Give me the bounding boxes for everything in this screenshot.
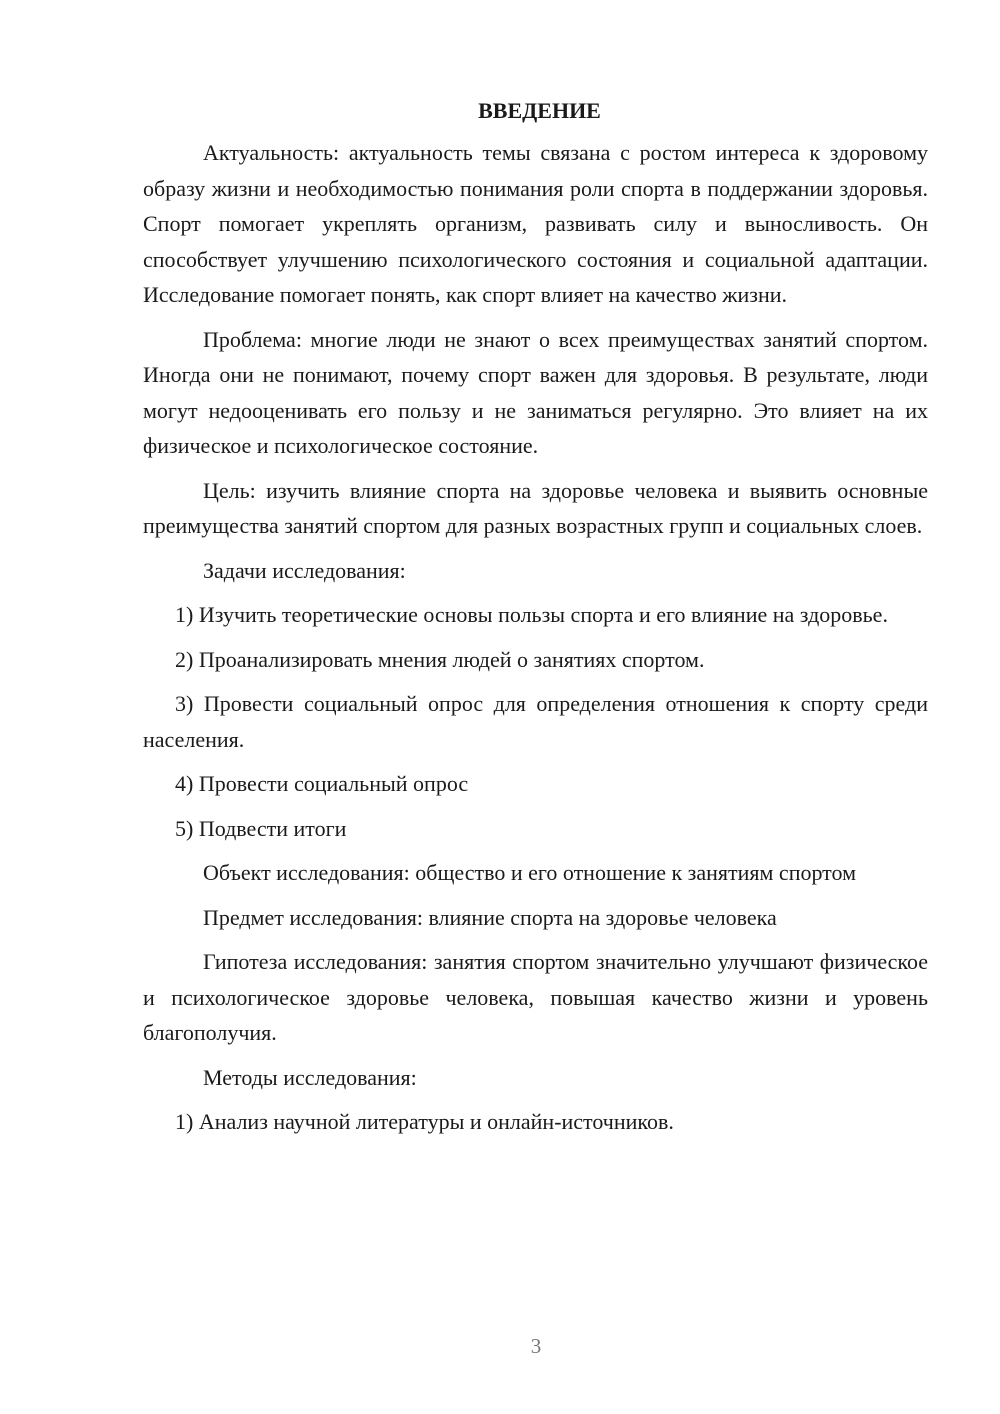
task-item-1: 1) Изучить теоретические основы пользы спорта и его влияние на здоровье.: [175, 602, 888, 627]
method-item-1: 1) Анализ научной литературы и онлайн-источников.: [175, 1109, 674, 1134]
task-item-4: 4) Провести социальный опрос: [175, 771, 469, 796]
document-body: [143, 96, 928, 1149]
task-item-5: 5) Подвести итоги: [175, 815, 347, 841]
section-title: ВВЕДЕНИЕ: [478, 98, 601, 123]
methods-heading: Методы исследования:: [203, 1064, 417, 1090]
task-item-2: 2) Проанализировать мнения людей о занятиях спортом.: [175, 646, 705, 672]
subject-paragraph: Предмет исследования: влияние спорта на здоровье человека: [203, 904, 777, 930]
hypothesis-paragraph: Гипотеза исследования: занятия спортом значительно улучшают физическое и психологическое здоровье человека, повышая качество жизни и уровень благополучия.: [143, 949, 928, 1045]
object-paragraph: Объект исследования: общество и его отношение к занятиям спортом: [203, 860, 857, 885]
goal-paragraph: Цель: изучить влияние спорта на здоровье человека и выявить основные преимущества занятий спортом для разных возрастных групп и социальных слоев.: [143, 477, 928, 538]
task-item-3: 3) Провести социальный опрос для определения отношения к спорту среди населения.: [143, 691, 928, 752]
tasks-heading: Задачи исследования:: [203, 557, 406, 583]
problem-paragraph: Проблема: многие люди не знают о всех преимуществах занятий спортом. Иногда они не понимают, почему спорт важен для здоровья. В результате, люди могут недооценивать его пользу и не заниматься регулярно. Это влияет на их физическое и психологическое состояние.: [143, 326, 928, 458]
page-number: 3: [530, 1334, 542, 1358]
actuality-paragraph: Актуальность: актуальность темы связана с ростом интереса к здоровому образу жизни и необходимостью понимания роли спорта в поддержании здоровья. Спорт помогает укреплять организм, развивать силу и выносливость. Он способствует улучшению психологического состояния и социальной адаптации. Исследование помогает понять, как спорт влияет на качество жизни.: [143, 140, 928, 307]
